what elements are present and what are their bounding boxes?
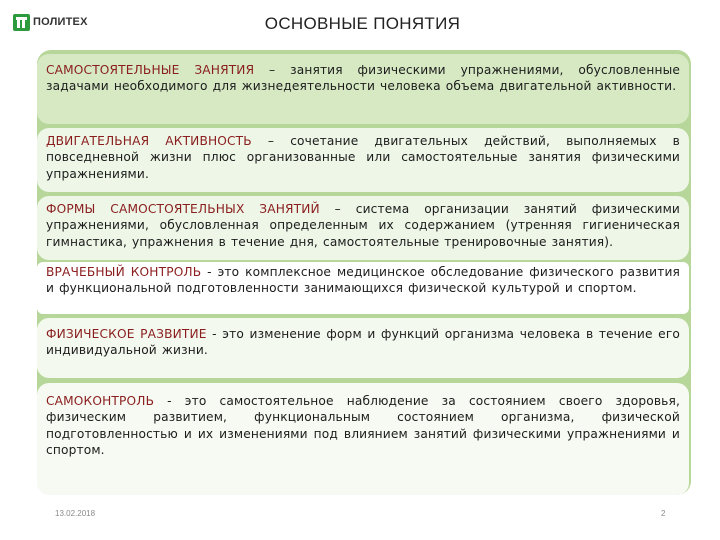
definition-term: ВРАЧЕБНЫЙ КОНТРОЛЬ bbox=[46, 265, 202, 279]
definition-dvigatelnaya-aktivnost bbox=[37, 128, 689, 192]
definition-text: – сочетание двигательных действий, выполняемых в повседневной жизни плюс организованные или самостоятельные занятия физическими упражнениями. bbox=[46, 134, 680, 181]
page-title: ОСНОВНЫЕ ПОНЯТИЯ bbox=[264, 14, 461, 33]
definition-text: - это комплексное медицинское обследование физического развития и функциональной подготовленности занимающихся физической культурой и спортом. bbox=[46, 265, 680, 296]
definition-term: САМОСТОЯТЕЛЬНЫЕ ЗАНЯТИЯ bbox=[46, 63, 255, 77]
definition-term: САМОКОНТРОЛЬ bbox=[46, 394, 155, 408]
definition-vrachebny-kontrol bbox=[37, 262, 689, 314]
definition-text: - это самостоятельное наблюдение за состоянием своего здоровья, физическим развитием, функциональным состоянием организма, физической подготовленностью и их изменениями под влиянием занятий физическими упражнениями и спортом. bbox=[46, 394, 680, 457]
definition-fizicheskoe-razvitie bbox=[37, 318, 689, 378]
logo-text: ПОЛИТЕХ bbox=[33, 16, 88, 28]
page-number: 2 bbox=[661, 509, 666, 518]
definition-samostoyatelnye-zanyatiya bbox=[37, 54, 689, 124]
definition-text: - это изменение форм и функций организма человека в течение его индивидуальной жизни. bbox=[46, 327, 680, 358]
definition-samokontrol bbox=[37, 383, 689, 495]
definition-term: ФИЗИЧЕСКОЕ РАЗВИТИЕ bbox=[46, 327, 207, 341]
definition-term: ФОРМЫ САМОСТОЯТЕЛЬНЫХ ЗАНЯТИЙ bbox=[46, 202, 320, 216]
definition-text: – система организации занятий физическими упражнениями, обусловленная определенным их содержанием (утренняя гигиеническая гимнастика, упражнения в течение дня, самостоятельные тренировочные занятия). bbox=[46, 202, 680, 249]
footer-date: 13.02.2018 bbox=[55, 509, 96, 518]
definition-formy-zanyatiy bbox=[37, 196, 689, 260]
definition-term: ДВИГАТЕЛЬНАЯ АКТИВНОСТЬ bbox=[46, 134, 252, 148]
definition-text: – занятия физическими упражнениями, обусловленные задачами необходимого для жизнедеятельности человека объема двигательной активности. bbox=[46, 63, 680, 94]
